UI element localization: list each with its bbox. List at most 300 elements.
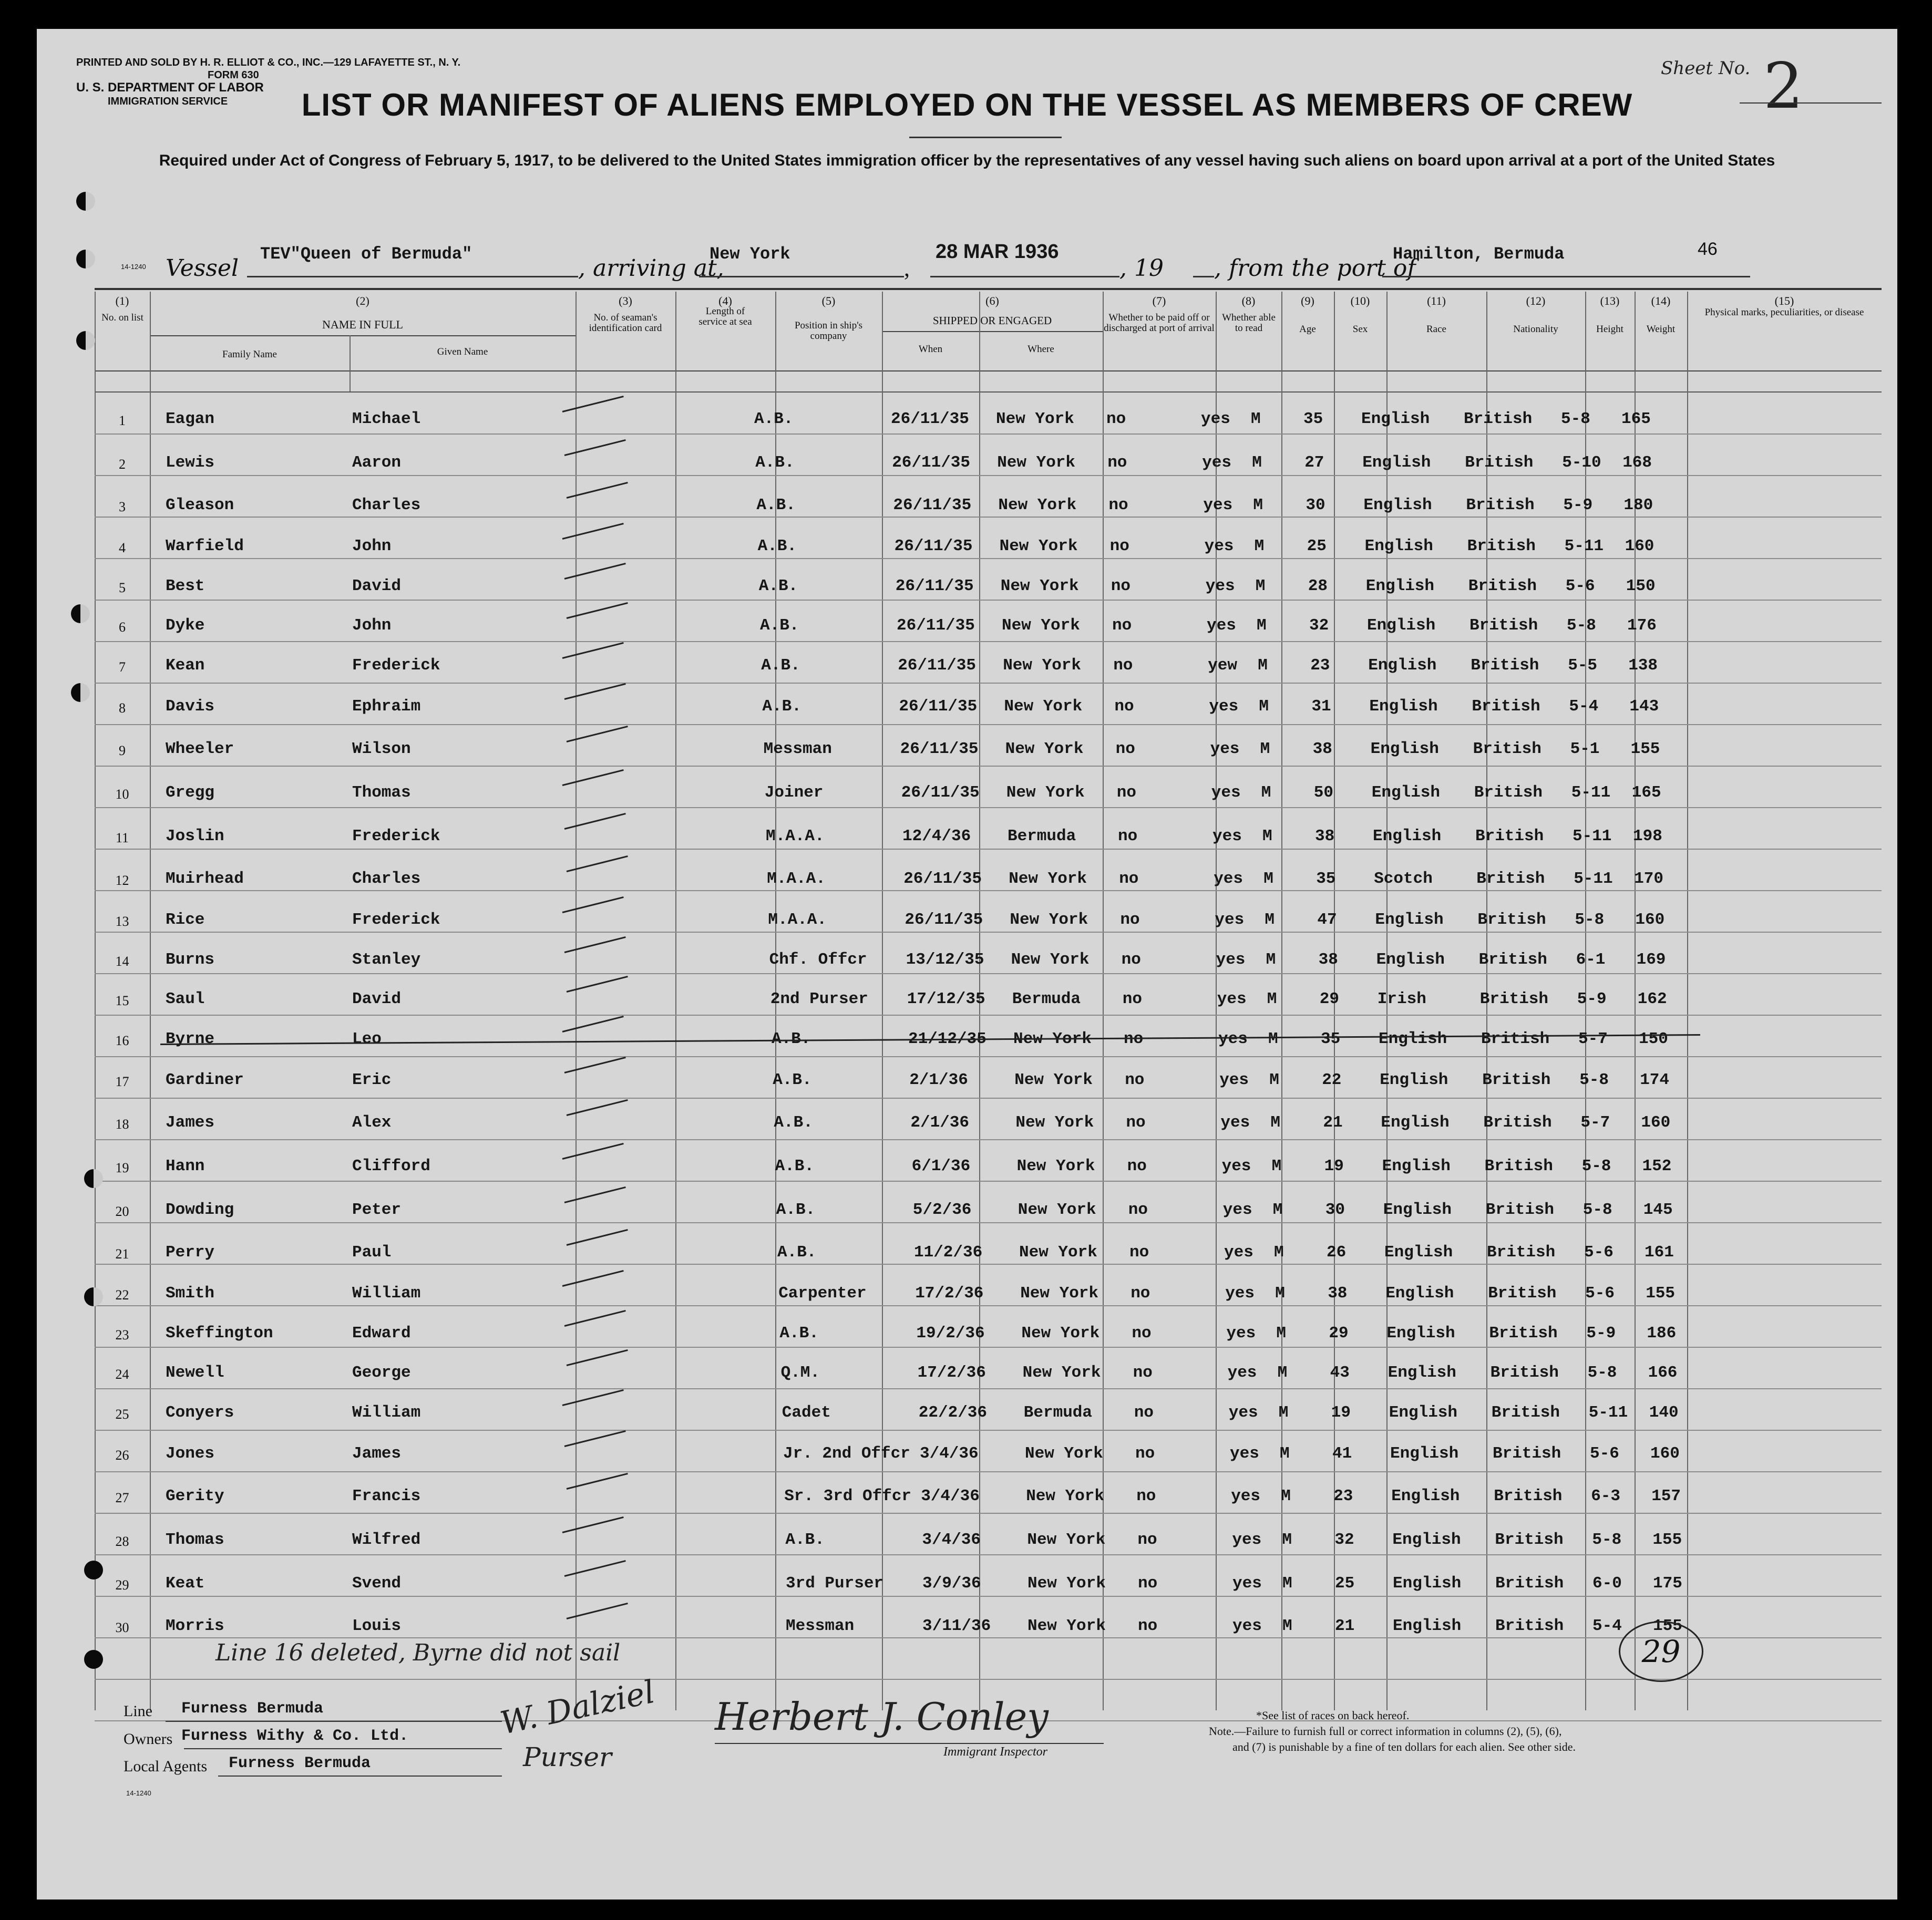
shipped-when: 2/1/36 (910, 1113, 970, 1132)
shipped-where: New York (1004, 697, 1083, 716)
position: 2nd Purser (770, 990, 868, 1008)
paid-off: no (1119, 870, 1139, 888)
shipped-header-rule (882, 331, 1103, 332)
weight: 165 (1631, 783, 1661, 802)
family-name: Gardiner (166, 1071, 244, 1089)
shipped-when: 3/4/36 (921, 1487, 980, 1505)
id-card-tick (562, 1389, 624, 1406)
vessel-name: TEV"Queen of Bermuda" (260, 244, 472, 264)
row-number: 12 (115, 873, 129, 888)
nationality: British (1478, 951, 1547, 969)
able-to-read: yes (1217, 990, 1247, 1008)
shipped-where: New York (1000, 577, 1079, 595)
shipped-where: New York (1003, 656, 1082, 675)
nationality: British (1471, 656, 1539, 675)
small-form-code: 14-1240 (121, 263, 146, 271)
header-age: Age (1299, 324, 1316, 335)
row-number: 23 (115, 1327, 129, 1343)
punch-hole (76, 331, 95, 350)
paid-off: no (1112, 616, 1132, 635)
race: English (1362, 453, 1431, 472)
age: 32 (1334, 1531, 1354, 1549)
agents-value: Furness Bermuda (229, 1754, 371, 1772)
nationality: British (1494, 1487, 1563, 1505)
age: 38 (1318, 951, 1338, 969)
shipped-when: 2/1/36 (909, 1071, 968, 1089)
able-to-read: yes (1227, 1364, 1257, 1382)
column-rule (1687, 292, 1688, 1710)
table-top-rule (95, 288, 1882, 290)
given-name: Charles (352, 496, 421, 514)
page-subtitle: Required under Act of Congress of February 5, 1917, to be delivered to the United States immigration officer by the representatives of any vessel having such aliens on board upon arrival at a port of the United States (159, 152, 1775, 169)
comma: , (904, 255, 910, 281)
agents-label: Local Agents (124, 1758, 208, 1775)
race: English (1361, 410, 1430, 428)
nationality: British (1495, 1574, 1564, 1593)
age: 21 (1323, 1113, 1343, 1132)
position: A.B. (779, 1324, 819, 1343)
body-top-rule (95, 391, 1882, 393)
footnote-penalty-2: and (7) is punishable by a fine of ten dollars for each alien. See other side. (1232, 1740, 1576, 1753)
sex: M (1258, 656, 1268, 675)
header-height: Height (1596, 324, 1623, 335)
row-number: 27 (115, 1490, 129, 1505)
able-to-read: yes (1222, 1201, 1252, 1219)
arrival-date: 28 MAR 1936 (936, 241, 1059, 263)
family-name: Perry (166, 1243, 215, 1262)
able-to-read: yes (1230, 1444, 1259, 1463)
col-7-number: (7) (1152, 294, 1166, 307)
position: M.A.A. (768, 911, 827, 929)
age: 38 (1315, 827, 1335, 845)
age: 28 (1308, 577, 1328, 595)
given-name: Edward (352, 1324, 411, 1343)
family-name: Dowding (166, 1201, 234, 1219)
given-name: Clifford (352, 1157, 430, 1175)
age: 41 (1332, 1444, 1352, 1463)
id-card-tick (562, 1516, 624, 1533)
position: Chf. Offcr (769, 951, 867, 969)
weight: 145 (1643, 1201, 1673, 1219)
paid-off: no (1108, 496, 1128, 514)
height: 5-9 (1577, 990, 1607, 1008)
age: 30 (1306, 496, 1325, 514)
sex: M (1275, 1284, 1285, 1303)
row-number: 30 (115, 1620, 129, 1635)
shipped-when: 26/11/35 (895, 577, 974, 595)
position: A.B. (755, 453, 795, 472)
weight: 169 (1636, 951, 1666, 969)
able-to-read: yes (1201, 410, 1230, 428)
shipped-where: Bermuda (1012, 990, 1081, 1008)
row-rule (95, 1139, 1882, 1140)
race: English (1373, 827, 1442, 845)
race: English (1380, 1071, 1448, 1089)
shipped-when: 26/11/35 (901, 783, 980, 802)
family-name: Wheeler (166, 740, 234, 758)
header-race: Race (1426, 324, 1446, 335)
weight: 160 (1635, 911, 1665, 929)
row-rule (95, 558, 1882, 559)
id-card-tick (562, 1016, 624, 1033)
race: English (1393, 1574, 1462, 1593)
position: A.B. (775, 1157, 815, 1175)
row-rule (95, 1056, 1882, 1057)
given-name: Louis (352, 1617, 402, 1635)
sex: M (1262, 827, 1272, 845)
family-name: Warfield (166, 537, 244, 555)
age: 29 (1329, 1324, 1349, 1343)
weight: 152 (1642, 1157, 1672, 1175)
given-name: Frederick (352, 911, 440, 929)
given-name: George (352, 1364, 411, 1382)
shipped-where: New York (997, 453, 1076, 472)
sex: M (1253, 496, 1263, 514)
weight: 155 (1630, 740, 1660, 758)
height: 6-0 (1592, 1574, 1622, 1593)
shipped-where: New York (1005, 740, 1084, 758)
manifest-sheet (37, 29, 1897, 1900)
id-card-tick (562, 1143, 624, 1160)
paid-off: no (1134, 1403, 1154, 1422)
paid-off: no (1121, 951, 1141, 969)
sex: M (1251, 410, 1261, 428)
family-name: Byrne (166, 1030, 215, 1048)
age: 31 (1311, 697, 1331, 716)
height: 5-11 (1571, 783, 1611, 802)
weight: 160 (1625, 537, 1654, 555)
shipped-when: 3/11/36 (922, 1617, 991, 1635)
nationality: British (1495, 1531, 1564, 1549)
id-card-tick (562, 1270, 624, 1287)
age: 43 (1330, 1364, 1350, 1382)
inspector-rule (715, 1743, 1104, 1744)
shipped-when: 17/2/36 (917, 1364, 986, 1382)
age: 22 (1322, 1071, 1342, 1089)
able-to-read: yes (1226, 1324, 1256, 1343)
nationality: British (1483, 1113, 1552, 1132)
given-name: Charles (352, 870, 421, 888)
paid-off: no (1128, 1201, 1148, 1219)
shipped-where: New York (1027, 1531, 1106, 1549)
able-to-read: yes (1228, 1403, 1258, 1422)
paid-off: no (1107, 453, 1127, 472)
row-number: 13 (115, 914, 129, 929)
family-name: Dyke (166, 616, 205, 635)
row-number: 14 (115, 954, 129, 969)
sex: M (1263, 870, 1273, 888)
shipped-where: Bermuda (1008, 827, 1076, 845)
column-rule (979, 331, 980, 391)
age: 19 (1331, 1403, 1351, 1422)
circled-count: 29 (1619, 1621, 1703, 1682)
able-to-read: yes (1219, 1071, 1249, 1089)
family-name: Burns (166, 951, 215, 969)
age: 50 (1313, 783, 1334, 802)
punch-hole (76, 192, 95, 211)
weight: 168 (1622, 453, 1652, 472)
paid-off: no (1126, 1113, 1146, 1132)
race: English (1385, 1284, 1454, 1303)
sex: M (1255, 577, 1266, 595)
row-rule (95, 807, 1882, 808)
weight: 198 (1633, 827, 1662, 845)
sex: M (1270, 1113, 1280, 1132)
height: 5-8 (1587, 1364, 1617, 1382)
given-name: Alex (352, 1113, 392, 1132)
race: English (1383, 1201, 1452, 1219)
position: A.B. (761, 656, 800, 675)
printer-line: PRINTED AND SOLD BY H. R. ELLIOT & CO., INC.—129 LAFAYETTE ST., N. Y. (76, 57, 461, 68)
position: Cadet (782, 1403, 831, 1422)
nationality: British (1489, 1324, 1558, 1343)
punch-hole (71, 683, 90, 702)
given-name: Stanley (352, 951, 421, 969)
position: Joiner (764, 783, 824, 802)
sex: M (1276, 1324, 1286, 1343)
race: English (1375, 911, 1444, 929)
age: 47 (1317, 911, 1337, 929)
id-card-tick (564, 1186, 626, 1203)
row-number: 9 (119, 743, 126, 758)
vessel-label: Vessel (166, 255, 239, 282)
nationality: British (1474, 783, 1543, 802)
row-rule (95, 849, 1882, 850)
weight: 155 (1653, 1617, 1682, 1635)
vessel-line (247, 276, 578, 277)
race: English (1384, 1243, 1453, 1262)
row-number: 22 (115, 1287, 129, 1303)
shipped-when: 13/12/35 (906, 951, 984, 969)
shipped-when: 5/2/36 (912, 1201, 972, 1219)
race: English (1379, 1030, 1447, 1048)
row-number: 11 (115, 830, 129, 845)
shipped-when: 26/11/35 (892, 453, 971, 472)
col-13-number: (13) (1600, 294, 1620, 307)
id-card-tick (564, 439, 626, 456)
col-5-number: (5) (821, 294, 836, 307)
row-rule (95, 1264, 1882, 1265)
race: Irish (1377, 990, 1426, 1008)
weight: 180 (1623, 496, 1653, 514)
height: 5-11 (1564, 537, 1604, 555)
able-to-read: yes (1211, 783, 1241, 802)
family-name: Gerity (166, 1487, 224, 1505)
line-value: Furness Bermuda (181, 1700, 324, 1718)
shipped-when: 26/11/35 (899, 697, 978, 716)
page-title: LIST OR MANIFEST OF ALIENS EMPLOYED ON THE VESSEL AS MEMBERS OF CREW (301, 87, 1633, 122)
row-rule (95, 517, 1882, 518)
family-name: Jones (166, 1444, 215, 1463)
family-name: Gregg (166, 783, 215, 802)
row-rule (95, 683, 1882, 684)
punch-hole (84, 1650, 103, 1669)
shipped-when: 17/2/36 (915, 1284, 984, 1303)
col-2-number: (2) (356, 294, 369, 307)
given-name: Paul (352, 1243, 392, 1262)
weight: 138 (1628, 656, 1658, 675)
height: 5-11 (1573, 827, 1612, 845)
weight: 160 (1641, 1113, 1671, 1132)
col-6-number: (6) (985, 294, 999, 307)
nationality: British (1487, 1243, 1556, 1262)
given-name: Ephraim (352, 697, 421, 716)
id-card-tick (564, 936, 626, 953)
height: 5-1 (1570, 740, 1600, 758)
row-number: 28 (115, 1534, 129, 1549)
arrival-port: New York (710, 244, 790, 264)
row-number: 10 (115, 787, 129, 802)
shipped-when: 26/11/35 (893, 496, 972, 514)
nationality: British (1476, 870, 1545, 888)
column-rule (350, 335, 351, 391)
sex: M (1260, 740, 1270, 758)
nationality: British (1467, 537, 1536, 555)
row-rule (95, 1015, 1882, 1016)
column-rule (150, 292, 151, 1710)
given-name: Aaron (352, 453, 402, 472)
shipped-where: New York (1013, 1030, 1092, 1048)
race: English (1386, 1324, 1455, 1343)
sex: M (1278, 1403, 1289, 1422)
position: Messman (786, 1617, 855, 1635)
sex: M (1269, 1071, 1279, 1089)
height: 5-8 (1575, 911, 1605, 929)
column-rule (95, 292, 96, 1710)
row-number: 26 (115, 1448, 129, 1463)
row-rule (95, 1181, 1882, 1182)
position: M.A.A. (766, 827, 825, 845)
paid-off: no (1133, 1364, 1153, 1382)
family-name: Hann (166, 1157, 205, 1175)
nationality: British (1469, 616, 1538, 635)
row-rule (95, 932, 1882, 933)
row-rule (95, 1347, 1882, 1348)
sex: M (1252, 453, 1262, 472)
deletion-note: Line 16 deleted, Byrne did not sail (215, 1639, 621, 1666)
given-name: Francis (352, 1487, 421, 1505)
shipped-when: 26/11/35 (903, 870, 982, 888)
weight: 165 (1621, 410, 1651, 428)
height: 5-8 (1592, 1531, 1622, 1549)
row-rule (95, 1388, 1882, 1389)
age: 32 (1309, 616, 1329, 635)
sex: M (1282, 1617, 1292, 1635)
height: 5-8 (1567, 616, 1596, 635)
row-rule (95, 1471, 1882, 1472)
age: 25 (1307, 537, 1327, 555)
row-rule (95, 973, 1882, 974)
shipped-when: 6/1/36 (911, 1157, 971, 1175)
shipped-where: New York (1019, 1243, 1097, 1262)
family-name: Morris (166, 1617, 224, 1635)
header-weight: Weight (1646, 324, 1676, 335)
shipped-where: New York (1016, 1157, 1095, 1175)
height: 5-10 (1562, 453, 1601, 472)
id-card-tick (564, 1057, 626, 1073)
id-card-tick (564, 813, 626, 830)
line-label: Line (124, 1702, 152, 1720)
sex: M (1282, 1574, 1292, 1593)
service-name: IMMIGRATION SERVICE (108, 96, 228, 107)
owners-value: Furness Withy & Co. Ltd. (181, 1727, 409, 1745)
age: 35 (1321, 1030, 1341, 1048)
height: 5-4 (1592, 1617, 1622, 1635)
paid-off: no (1125, 1071, 1145, 1089)
age: 19 (1324, 1157, 1344, 1175)
able-to-read: yes (1214, 870, 1243, 888)
sex: M (1267, 990, 1277, 1008)
given-name: John (352, 537, 392, 555)
sex: M (1274, 1243, 1284, 1262)
row-number: 20 (115, 1204, 129, 1219)
able-to-read: yes (1202, 453, 1231, 472)
height: 5-6 (1584, 1243, 1614, 1262)
sex: M (1277, 1364, 1288, 1382)
row-number: 24 (115, 1367, 129, 1382)
punch-hole (84, 1169, 103, 1188)
position: A.B. (773, 1071, 812, 1089)
title-rule (909, 137, 1062, 138)
sex: M (1272, 1201, 1283, 1219)
race: English (1370, 740, 1439, 758)
paid-off: no (1113, 656, 1133, 675)
paid-off: no (1131, 1284, 1150, 1303)
row-rule (95, 1430, 1882, 1431)
able-to-read: yes (1215, 911, 1245, 929)
header-given-name: Given Name (437, 346, 488, 357)
port-line (699, 276, 904, 277)
printer-imprint (76, 56, 460, 81)
row-rule (95, 1554, 1882, 1555)
given-name: Thomas (352, 783, 411, 802)
sex: M (1257, 616, 1267, 635)
header-physical-marks: Physical marks, peculiarities, or disease (1704, 307, 1864, 318)
race: English (1393, 1617, 1462, 1635)
nationality: British (1482, 1071, 1551, 1089)
header-able-to-read: Whether able to read (1222, 312, 1276, 334)
shipped-when: 3/4/36 (920, 1444, 979, 1463)
header-bottom-rule (95, 370, 1882, 371)
shipped-when: 12/4/36 (902, 827, 971, 845)
shipped-when: 11/2/36 (914, 1243, 983, 1262)
weight: 150 (1639, 1030, 1668, 1048)
shipped-when: 26/11/35 (898, 656, 977, 675)
punch-hole (84, 1287, 103, 1306)
family-name: Best (166, 577, 205, 595)
height: 6-3 (1591, 1487, 1620, 1505)
family-name: Keat (166, 1574, 205, 1593)
row-number: 1 (119, 413, 126, 428)
sheet-no-label: Sheet No. (1661, 58, 1751, 79)
age: 35 (1303, 410, 1323, 428)
age: 38 (1312, 740, 1332, 758)
given-name: Frederick (352, 827, 440, 845)
family-name: Muirhead (166, 870, 244, 888)
owners-label: Owners (124, 1730, 173, 1748)
sex: M (1281, 1487, 1291, 1505)
able-to-read: yes (1220, 1113, 1250, 1132)
able-to-read: yes (1212, 827, 1242, 845)
weight: 175 (1653, 1574, 1682, 1593)
sex: M (1259, 697, 1269, 716)
shipped-where: New York (1011, 951, 1090, 969)
paid-off: no (1124, 1030, 1144, 1048)
shipped-where: New York (996, 410, 1074, 428)
given-name: John (352, 616, 392, 635)
row-number: 19 (115, 1160, 129, 1175)
row-rule (95, 766, 1882, 767)
